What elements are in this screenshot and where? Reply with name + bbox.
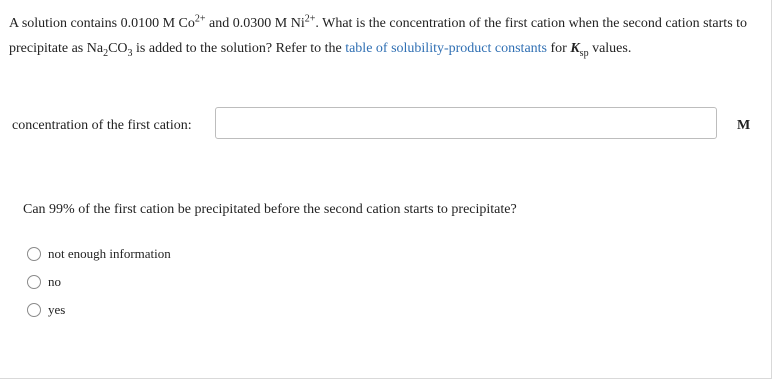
option-label: yes: [48, 302, 66, 317]
co3-subscript: 3: [127, 47, 133, 59]
question-part-1: A solution contains 0.0100 M Co: [9, 16, 195, 31]
option-yes[interactable]: [27, 302, 65, 318]
radio-button[interactable]: [27, 275, 41, 289]
option-label: no: [48, 274, 61, 289]
ksp-subscript: sp: [579, 47, 589, 59]
option-not-enough-information[interactable]: [27, 246, 171, 262]
question-text: [9, 11, 749, 61]
ni-charge: 2+: [304, 13, 316, 25]
radio-button[interactable]: [27, 247, 41, 261]
ksp-symbol: K: [570, 41, 580, 56]
question-part-5: is added to the solution? Refer to the: [132, 41, 346, 56]
question-part-4: CO: [108, 41, 128, 56]
ksp-table-link[interactable]: table of solubility-product constants: [345, 41, 547, 56]
na-subscript: 2: [103, 47, 109, 59]
question-part-6: for: [547, 41, 571, 56]
question-part-7: values.: [588, 41, 632, 56]
co-charge: 2+: [194, 13, 206, 25]
precipitation-question: Can 99% of the first cation be precipitated before the second cation starts to precipitate?: [23, 202, 517, 217]
question-part-2: and 0.0300 M Ni: [205, 16, 305, 31]
question-part-3: . What is the concentration of the first cation when the second cation starts to precipitate as Na: [9, 16, 748, 56]
option-no[interactable]: [27, 274, 61, 290]
concentration-input[interactable]: [215, 107, 717, 139]
option-label: not enough information: [48, 246, 171, 261]
radio-button[interactable]: [27, 303, 41, 317]
unit-label: M: [737, 118, 751, 133]
concentration-label: concentration of the first cation:: [12, 118, 192, 133]
